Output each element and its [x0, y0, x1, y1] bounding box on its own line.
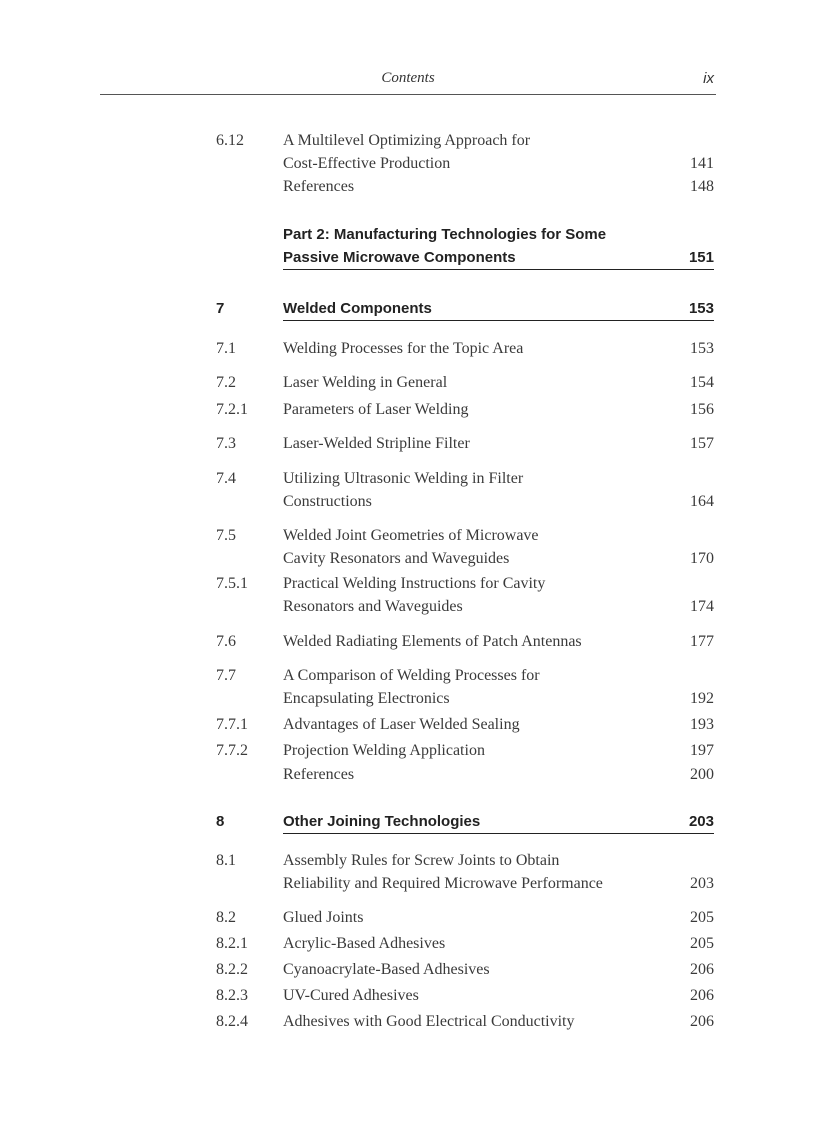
entry-page-number: 205 [690, 909, 714, 926]
entry-title-line: A Comparison of Welding Processes for [283, 667, 540, 684]
entry-page-number: 170 [690, 549, 714, 567]
entry-number: 6.12 [216, 132, 244, 149]
entry-title-line: Other Joining Technologies [283, 813, 481, 830]
entry-number: 8 [216, 813, 225, 830]
entry-title-line: Welded Joint Geometries of Microwave [283, 527, 539, 544]
entry-number: 7.7 [216, 667, 236, 684]
entry-title-line: Glued Joints [283, 909, 364, 926]
entry-title-line: References [283, 178, 355, 195]
entry-title-line: Assembly Rules for Screw Joints to Obtain [283, 852, 560, 869]
entry-page-number: 164 [690, 492, 714, 510]
entry-number: 7 [216, 300, 225, 317]
entry-number: 7.2 [216, 374, 236, 391]
entry-title-line: Part 2: Manufacturing Technologies for Some [283, 226, 607, 243]
entry-page-number: 205 [690, 935, 714, 952]
entry-title-line: Laser-Welded Stripline Filter [283, 435, 470, 452]
entry-page-number: 154 [690, 374, 714, 391]
entry-number: 8.1 [216, 852, 236, 869]
entry-number: 8.2.1 [216, 935, 248, 952]
entry-page-number: 174 [690, 597, 714, 615]
entry-page-number: 203 [688, 813, 714, 830]
entry-title-line: Cavity Resonators and Waveguides [283, 549, 510, 567]
entry-title-line: Cost-Effective Production [283, 154, 451, 172]
page-number: ix [703, 70, 714, 87]
entry-title-line: Parameters of Laser Welding [283, 401, 469, 418]
running-title: Contents [381, 70, 435, 86]
entry-number: 7.5.1 [216, 575, 248, 592]
entry-title-line: Laser Welding in General [283, 374, 448, 391]
entry-page-number: 200 [690, 766, 714, 783]
entry-title-line: Welded Components [283, 300, 432, 317]
entry-title-line: Reliability and Required Microwave Performance [283, 874, 603, 892]
entry-number: 7.6 [216, 633, 236, 650]
entry-title-line: References [283, 766, 355, 783]
entry-page-number: 192 [690, 689, 714, 707]
entry-title-line: UV-Cured Adhesives [283, 987, 419, 1004]
entry-title-line: Projection Welding Application [283, 742, 485, 759]
entry-title-line: Encapsulating Electronics [283, 689, 450, 707]
entry-title-line: Resonators and Waveguides [283, 597, 463, 615]
entry-page-number: 153 [690, 340, 714, 357]
entry-title-line: Welded Radiating Elements of Patch Antennas [283, 633, 582, 650]
entry-number: 8.2.2 [216, 961, 248, 978]
entry-title-line: Utilizing Ultrasonic Welding in Filter [283, 470, 524, 487]
heading-underline [283, 833, 714, 834]
entry-page-number: 141 [690, 154, 714, 172]
entry-number: 8.2.3 [216, 987, 248, 1004]
entry-page-number: 157 [690, 435, 714, 452]
entry-page-number: 197 [690, 742, 714, 759]
entry-title-line: Advantages of Laser Welded Sealing [283, 716, 520, 733]
running-header [100, 66, 716, 95]
entry-number: 8.2 [216, 909, 236, 926]
entry-number: 7.7.2 [216, 742, 248, 759]
entry-number: 7.4 [216, 470, 236, 487]
entry-title-line: A Multilevel Optimizing Approach for [283, 132, 531, 149]
entry-page-number: 148 [690, 178, 714, 195]
entry-page-number: 151 [688, 248, 714, 266]
entry-page-number: 156 [690, 401, 714, 418]
heading-underline [283, 269, 714, 270]
heading-underline [283, 320, 714, 321]
entry-number: 7.2.1 [216, 401, 248, 418]
entry-number: 7.5 [216, 527, 236, 544]
entry-number: 7.1 [216, 340, 236, 357]
entry-title-line: Constructions [283, 492, 372, 510]
entry-title-line: Passive Microwave Components [283, 248, 516, 266]
entry-number: 7.3 [216, 435, 236, 452]
entry-page-number: 177 [690, 633, 714, 650]
entry-title-line: Adhesives with Good Electrical Conductivity [283, 1013, 575, 1030]
entry-page-number: 206 [690, 1013, 714, 1030]
entry-number: 7.7.1 [216, 716, 248, 733]
entry-title-line: Acrylic-Based Adhesives [283, 935, 446, 952]
entry-page-number: 206 [690, 961, 714, 978]
entry-page-number: 153 [688, 300, 714, 317]
entry-page-number: 193 [690, 716, 714, 733]
entry-title-line: Practical Welding Instructions for Cavity [283, 575, 546, 592]
entry-title-line: Welding Processes for the Topic Area [283, 340, 524, 357]
entry-title-line: Cyanoacrylate-Based Adhesives [283, 961, 490, 978]
entry-page-number: 206 [690, 987, 714, 1004]
entry-number: 8.2.4 [216, 1013, 248, 1030]
entry-page-number: 203 [690, 874, 714, 892]
